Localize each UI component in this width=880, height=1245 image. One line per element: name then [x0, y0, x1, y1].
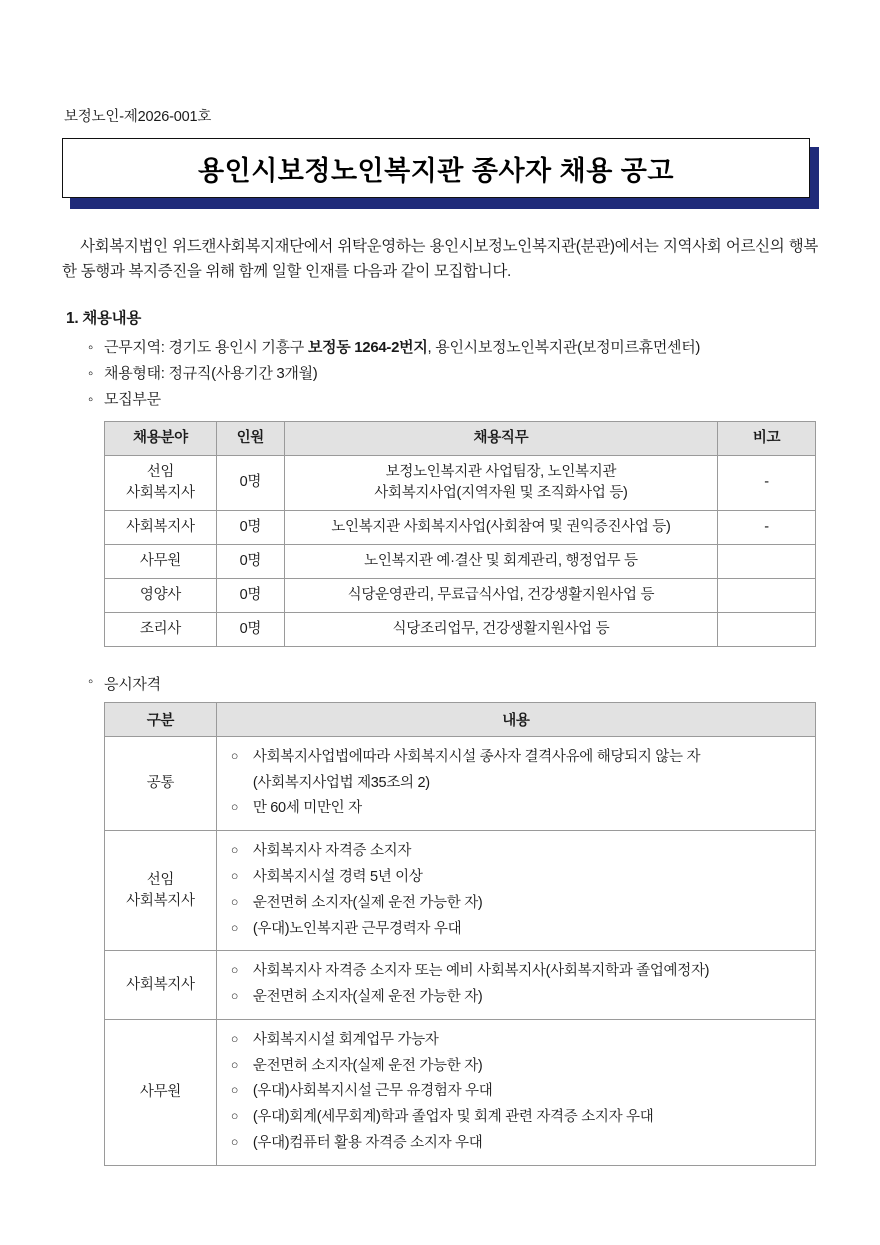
- cell-duty-line1: 보정노인복지관 사업팀장, 노인복지관: [385, 463, 617, 480]
- qual-item: ○ (우대)노인복지관 근무경력자 우대: [231, 917, 809, 943]
- qual-item: ○ 사회복지사 자격증 소지자: [231, 839, 809, 865]
- document-number: 보정노인-제2026-001호: [64, 109, 212, 125]
- qual-item: ○ 사회복지사 자격증 소지자 또는 예비 사회복지사(사회복지학과 졸업예정자): [231, 959, 809, 985]
- col-header-note: 비고: [718, 421, 816, 455]
- col-header-duty: 채용직무: [284, 421, 717, 455]
- cell-category: [105, 831, 217, 951]
- table-row: [105, 612, 816, 646]
- table-header-row: [105, 421, 816, 455]
- cell-duty: 노인복지관 예·결산 및 회계관리, 행정업무 등: [284, 544, 717, 578]
- table-row: [105, 578, 816, 612]
- section-1-bullets: [62, 335, 818, 412]
- qual-item: ○ (우대)사회복지시설 근무 유경험자 우대: [231, 1079, 809, 1105]
- cell-field: 조리사: [105, 612, 217, 646]
- page-title: 용인시보정노인복지관 종사자 채용 공고: [198, 155, 674, 186]
- cell-field: [105, 455, 217, 510]
- qual-item: ○ 사회복지시설 경력 5년 이상: [231, 865, 809, 891]
- bullet-recruit-fields: [88, 387, 818, 413]
- qualification-label: ◦ 응시자격: [88, 673, 818, 694]
- cell-note: -: [718, 455, 816, 510]
- cell-note: [718, 544, 816, 578]
- cell-count: 0명: [216, 544, 284, 578]
- cell-category-line1: 선임: [146, 871, 175, 888]
- cell-duty: 노인복지관 사회복지사업(사회참여 및 권익증진사업 등): [284, 510, 717, 544]
- cell-category-line1: 사무원: [139, 1083, 181, 1100]
- col-header-count: 인원: [216, 421, 284, 455]
- cell-category: [105, 736, 217, 830]
- col-header-field: 채용분야: [105, 421, 217, 455]
- col-header-content: 내용: [216, 702, 815, 736]
- qual-item: ○ 사회복지시설 회계업무 가능자: [231, 1028, 809, 1054]
- cell-category-line1: 공통: [146, 774, 175, 791]
- section-1-title: 1. 채용내용: [66, 310, 142, 328]
- cell-duty: 식당조리업무, 건강생활지원사업 등: [284, 612, 717, 646]
- employment-type-text: 채용형태: 정규직(사용기간 3개월): [104, 365, 318, 383]
- cell-count: 0명: [216, 455, 284, 510]
- cell-field: 사무원: [105, 544, 217, 578]
- qual-item: ○ 운전면허 소지자(실제 운전 가능한 자): [231, 985, 809, 1011]
- table-row: [105, 736, 816, 830]
- table-row: [105, 951, 816, 1020]
- cell-count: 0명: [216, 578, 284, 612]
- cell-content: [216, 951, 815, 1020]
- cell-count: 0명: [216, 510, 284, 544]
- qualification-table: [104, 702, 816, 1166]
- cell-content: [216, 831, 815, 951]
- qual-item: ○ 운전면허 소지자(실제 운전 가능한 자): [231, 1054, 809, 1080]
- cell-category-line2: 사회복지사: [126, 892, 195, 909]
- cell-field: 영양사: [105, 578, 217, 612]
- cell-category-line1: 사회복지사: [126, 976, 195, 993]
- qual-item: ○ 사회복지사업법에따라 사회복지시설 종사자 결격사유에 해당되지 않는 자: [231, 745, 809, 771]
- work-location-pre: 근무지역: 경기도 용인시 기흥구: [104, 339, 308, 357]
- table-row: [105, 455, 816, 510]
- cell-note: [718, 578, 816, 612]
- table-row: [105, 510, 816, 544]
- cell-category: [105, 951, 217, 1020]
- bullet-employment-type: [88, 361, 818, 387]
- col-header-category: 구분: [105, 702, 217, 736]
- bullet-work-location: [88, 335, 818, 361]
- qual-item-continuation: (사회복지사업법 제35조의 2): [252, 774, 430, 791]
- table-row: [105, 831, 816, 951]
- cell-note: [718, 612, 816, 646]
- qual-item: ○ 운전면허 소지자(실제 운전 가능한 자): [231, 891, 809, 917]
- title-box: [62, 138, 810, 198]
- cell-note: -: [718, 510, 816, 544]
- qual-item: ○ (우대)컴퓨터 활용 자격증 소지자 우대: [231, 1131, 809, 1157]
- cell-content: [216, 736, 815, 830]
- work-location-address: 보정동 1264-2번지: [307, 339, 428, 357]
- cell-duty-line2: 사회복지사업(지역자원 및 조직화사업 등): [374, 484, 628, 501]
- cell-content: [216, 1019, 815, 1165]
- cell-field-line1: 선임: [146, 463, 175, 480]
- cell-field: 사회복지사: [105, 510, 217, 544]
- table-row: [105, 1019, 816, 1165]
- qual-item: ○ 만 60세 미만인 자: [231, 796, 809, 822]
- cell-category: [105, 1019, 217, 1165]
- recruit-fields-label: 모집부문: [104, 390, 161, 408]
- title-block: [62, 138, 818, 204]
- qual-item: ○ (우대)회계(세무회계)학과 졸업자 및 회계 관련 자격증 소지자 우대: [231, 1105, 809, 1131]
- work-location-post: , 용인시보정노인복지관(보정미르휴먼센터): [427, 339, 701, 357]
- table-header-row: [105, 702, 816, 736]
- cell-count: 0명: [216, 612, 284, 646]
- intro-paragraph: 사회복지법인 위드캔사회복지재단에서 위탁운영하는 용인시보정노인복지관(분관)에서는 지역사회 어르신의 행복한 동행과 복지증진을 위해 함께 일할 인재를 다음과 같이 모집합니다.: [62, 238, 818, 281]
- recruitment-table: [104, 421, 816, 647]
- cell-duty: [284, 455, 717, 510]
- cell-duty: 식당운영관리, 무료급식사업, 건강생활지원사업 등: [284, 578, 717, 612]
- cell-field-line2: 사회복지사: [126, 484, 195, 501]
- table-row: [105, 544, 816, 578]
